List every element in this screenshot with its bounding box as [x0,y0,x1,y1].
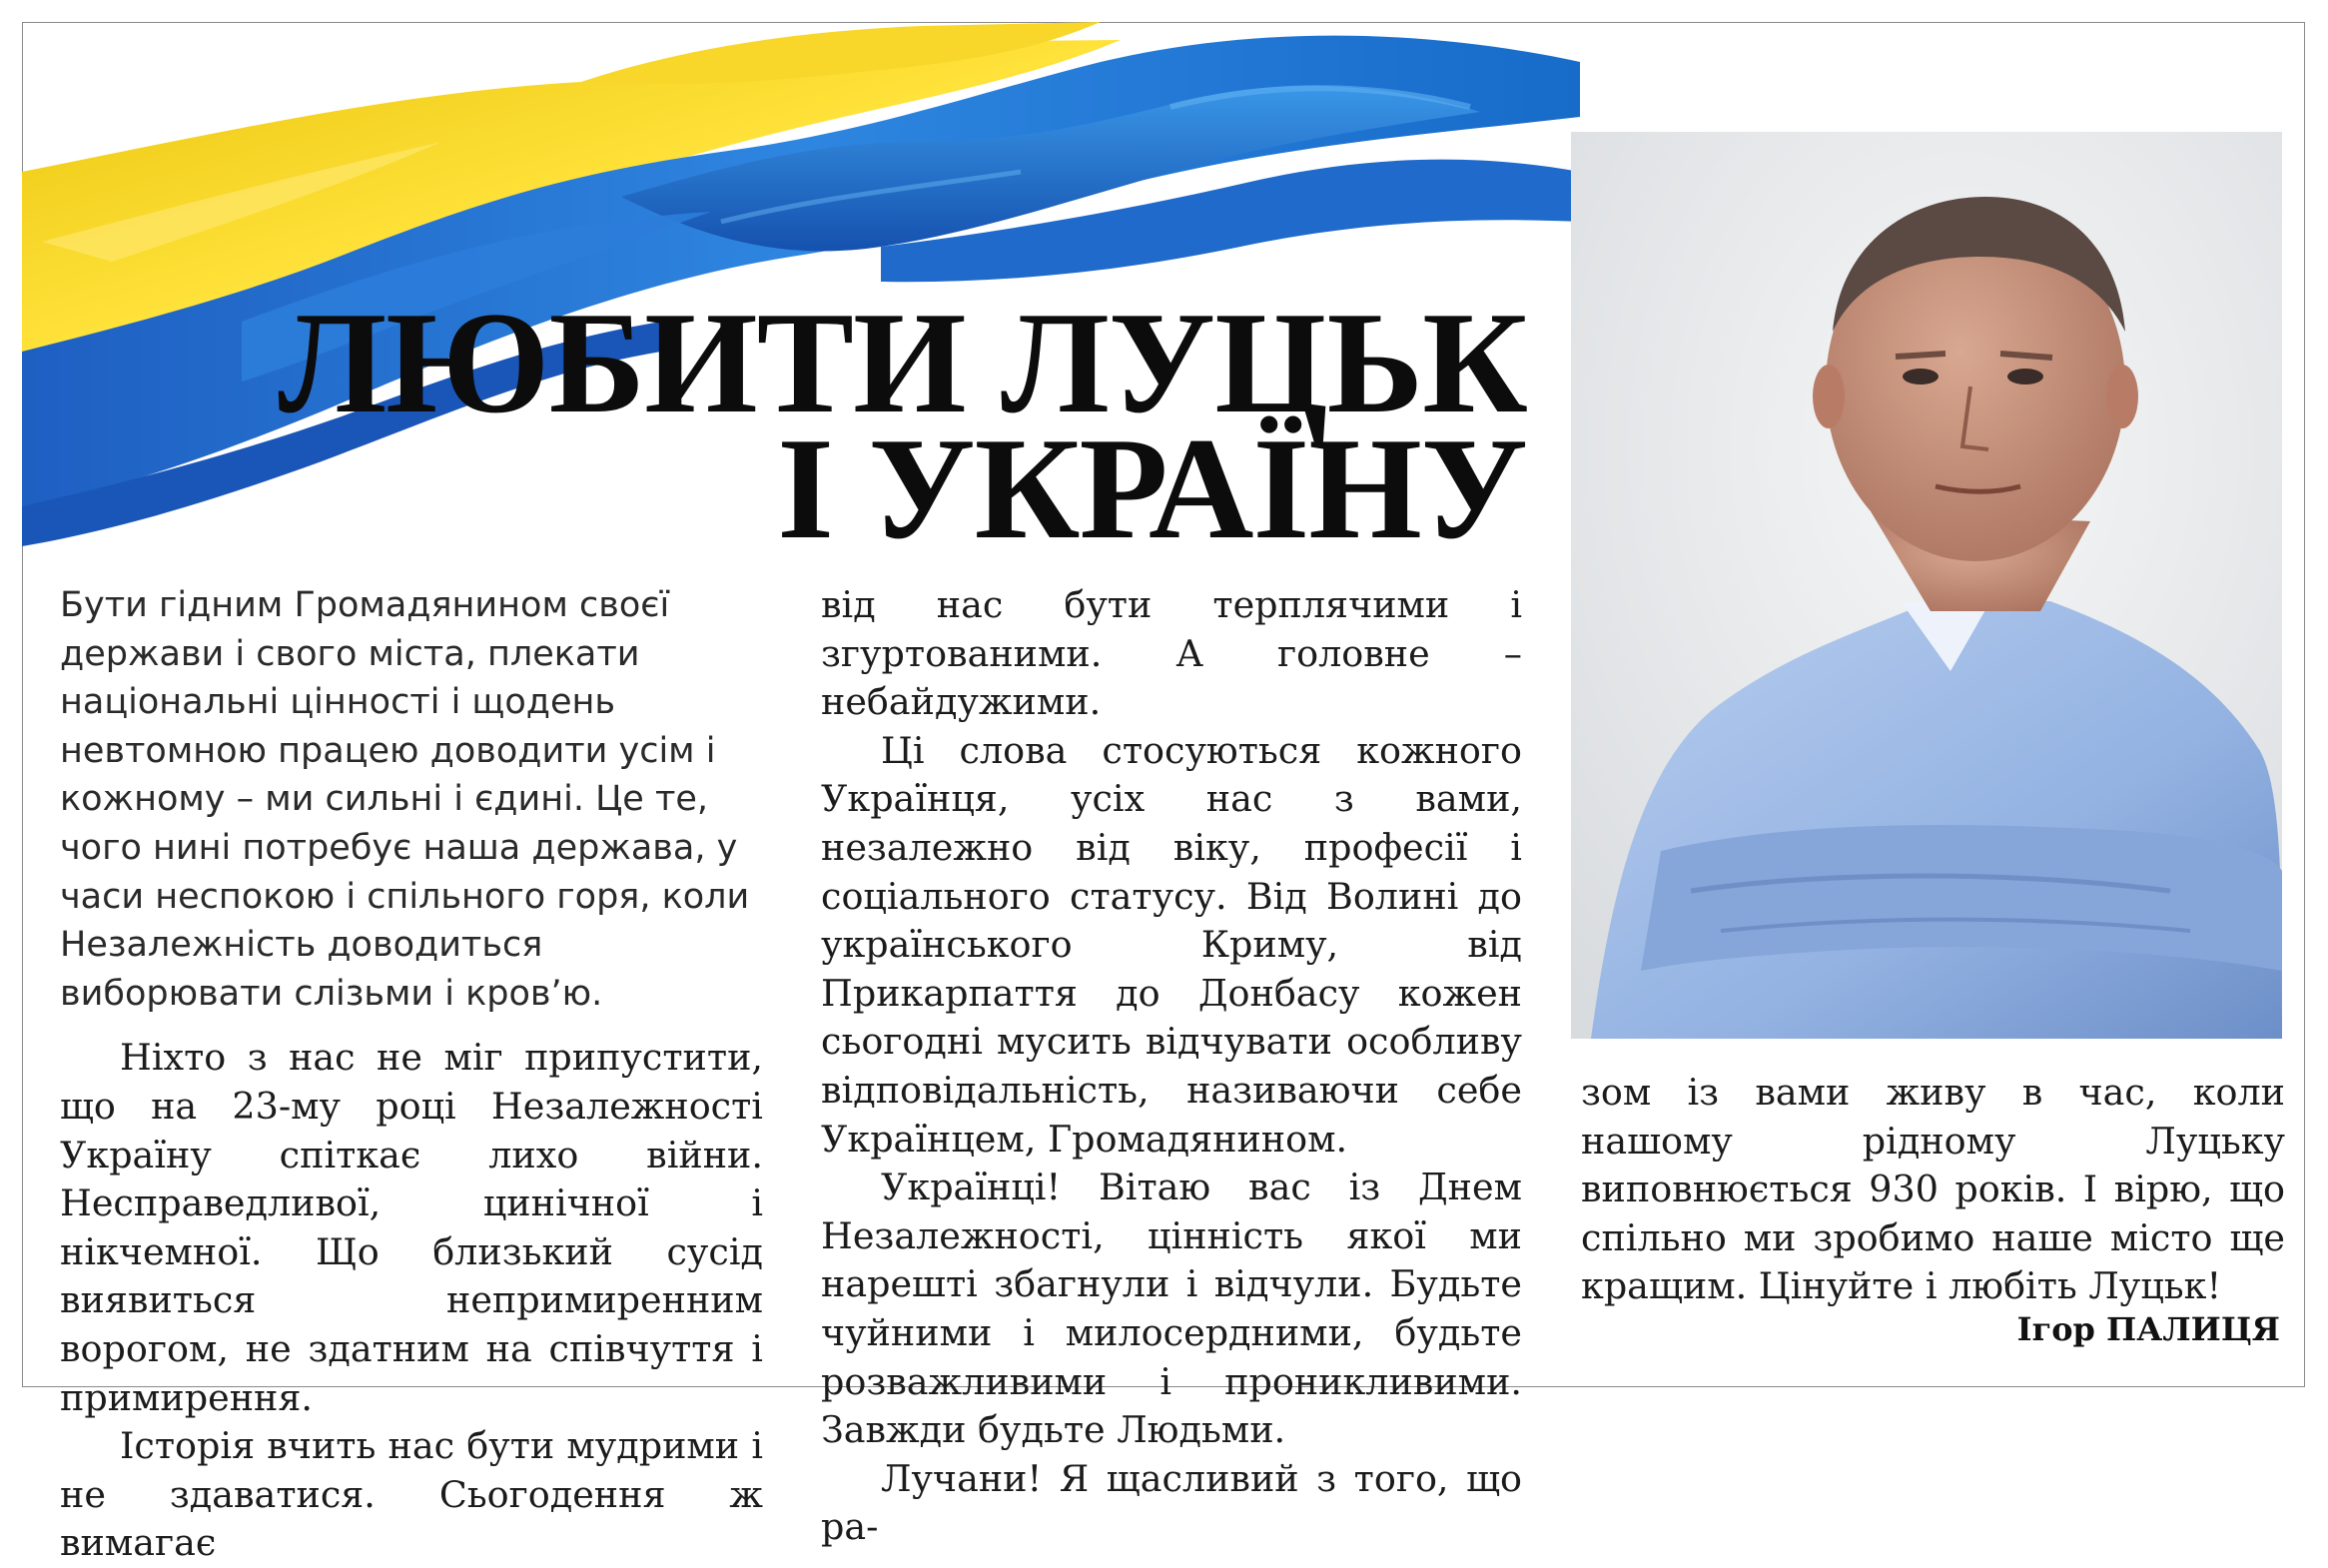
article-title-line-2: І УКРАЇНУ [777,407,1527,569]
article-paragraph-2: Історія вчить нас бути мудрими і не здаватися. Сьогодення ж вимагає [60,1424,763,1565]
portrait-photo [1571,132,2282,1039]
article-paragraph-3: Ці слова стосуються кожного Українця, усіх нас з вами, незалежно від віку, професії і соціального статусу. Від Волині до українського Криму, від Прикарпаття до Донбасу кожен сьогодні мусить відчувати особливу відповідальність, називаючи себе Українцем, Громадянином. [821,728,1522,1161]
article-lead: Бути гідним Громадянином своєї держави і свого міста, плекати національні цінності і щодень невтомною працею доводити усім і кожному – ми сильні і єдині. Це те, чого нині потребує наша держава, у часи неспокою і спільного горя, коли Незалежність доводиться виборювати слізьми і кров’ю. [60,585,750,1014]
article-title [278,282,1527,569]
article-paragraph-5: Лучани! Я щасливий з того, що ра- [821,1456,1522,1549]
author-signature: Ігор ПАЛИЦЯ [2016,1310,2280,1348]
article-paragraph-5-continued: зом із вами живу в час, коли нашому рідному Луцьку виповнюється 930 років. І вірю, що спільно ми зробимо наше місто ще кращим. Цінуйте і любіть Луцьк! [1581,1071,2285,1308]
article-column-2 [821,581,1522,1552]
article-paragraph-4: Українці! Вітаю вас із Днем Незалежності, цінність якої ми нарешті збагнули і відчули. Будьте чуйними і милосердними, будьте розважливими і проникливими. Завжди будьте Людьми. [821,1166,1522,1452]
article-paragraph-2-continued: від нас бути терплячими і згуртованими. А головне – небайдужими. [821,583,1522,724]
article-paragraph-1: Ніхто з нас не міг припустити, що на 23-му році Незалежності Україну спіткає лихо війни. Несправедливої, цинічної і нікчемної. Що близький сусід виявиться непримиренним ворогом, не здатним на співчуття і примирення. [60,1036,763,1419]
article-title-line-1: ЛЮБИТИ ЛУЦЬК [278,282,1527,443]
article-column-1 [60,581,763,1568]
article-column-3 [1581,1069,2285,1311]
